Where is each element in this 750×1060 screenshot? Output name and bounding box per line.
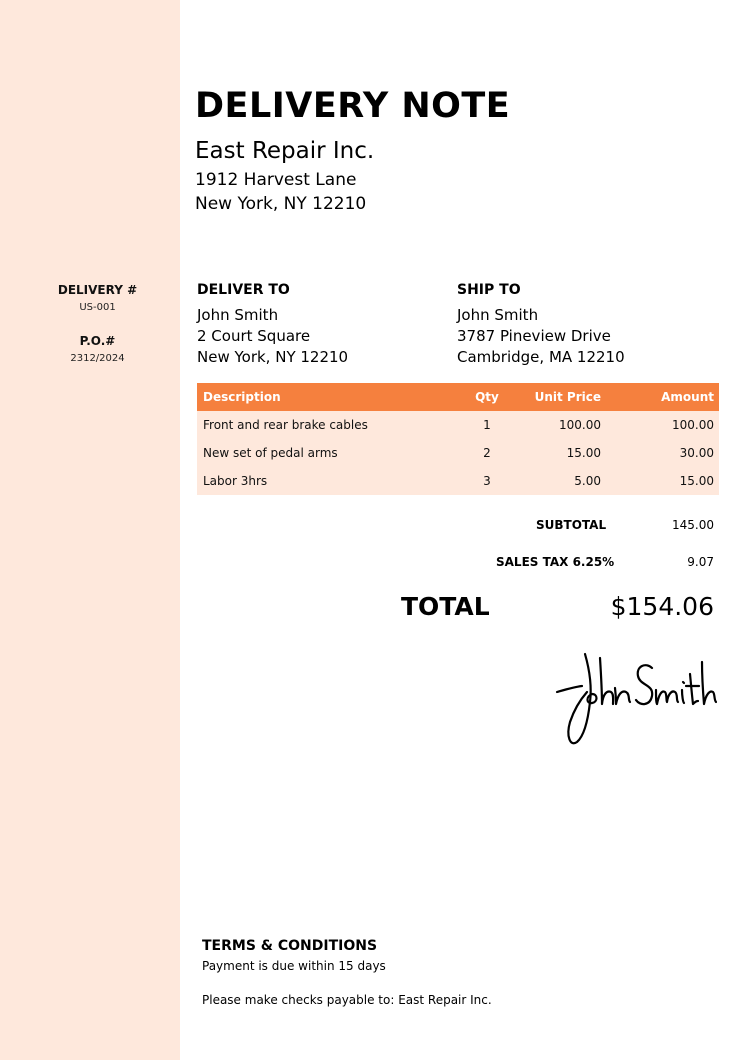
deliver-to-street: 2 Court Square — [197, 327, 311, 345]
item-amount: 15.00 — [679, 474, 714, 488]
subtotal-label: SUBTOTAL — [536, 518, 607, 532]
deliver-to-name: John Smith — [197, 306, 279, 324]
item-qty: 3 — [483, 474, 491, 488]
item-qty: 2 — [483, 446, 491, 460]
deliver-to-heading: DELIVER TO — [197, 282, 290, 298]
ship-to-city: Cambridge, MA 12210 — [457, 348, 625, 366]
delivery-number-value: US-001 — [79, 302, 116, 313]
sidebar-panel — [0, 0, 180, 1060]
item-qty: 1 — [483, 418, 491, 432]
ship-to-block — [457, 282, 697, 368]
company-address-line2: New York, NY 12210 — [195, 194, 367, 214]
item-unit-price: 5.00 — [574, 474, 601, 488]
signature-image — [552, 646, 717, 750]
header-description: Description — [203, 390, 281, 404]
items-table — [197, 383, 719, 495]
table-row — [197, 411, 719, 439]
item-amount: 30.00 — [679, 446, 714, 460]
item-unit-price: 100.00 — [559, 418, 601, 432]
terms-heading: TERMS & CONDITIONS — [202, 938, 378, 954]
header-amount: Amount — [661, 390, 714, 404]
header-qty: Qty — [475, 390, 499, 404]
po-number-block — [0, 334, 195, 364]
sales-tax-value: 9.07 — [687, 555, 714, 569]
terms-line: Please make checks payable to: East Repair Inc. — [202, 993, 492, 1007]
total-label: TOTAL — [401, 592, 490, 621]
subtotal-value: 145.00 — [672, 518, 714, 532]
deliver-to-city: New York, NY 12210 — [197, 348, 349, 366]
deliver-to-block — [197, 282, 437, 368]
company-name: East Repair Inc. — [195, 138, 375, 164]
company-address-line1: 1912 Harvest Lane — [195, 170, 357, 190]
po-number-value: 2312/2024 — [70, 353, 125, 364]
po-number-label: P.O.# — [79, 334, 116, 348]
table-row — [197, 439, 719, 467]
item-description: New set of pedal arms — [203, 446, 338, 460]
ship-to-heading: SHIP TO — [457, 282, 521, 298]
item-amount: 100.00 — [672, 418, 714, 432]
sales-tax-label: SALES TAX 6.25% — [496, 555, 615, 569]
ship-to-street: 3787 Pineview Drive — [457, 327, 611, 345]
delivery-number-block — [0, 283, 195, 313]
table-row — [197, 467, 719, 495]
document-title: DELIVERY NOTE — [195, 86, 511, 126]
delivery-number-label: DELIVERY # — [57, 283, 138, 297]
item-description: Labor 3hrs — [203, 474, 268, 488]
terms-line: Payment is due within 15 days — [202, 959, 386, 973]
table-header-row — [197, 383, 719, 411]
total-value: $154.06 — [610, 592, 714, 621]
header-unit-price: Unit Price — [534, 390, 601, 404]
item-description: Front and rear brake cables — [203, 418, 368, 432]
item-unit-price: 15.00 — [566, 446, 601, 460]
ship-to-name: John Smith — [457, 306, 539, 324]
